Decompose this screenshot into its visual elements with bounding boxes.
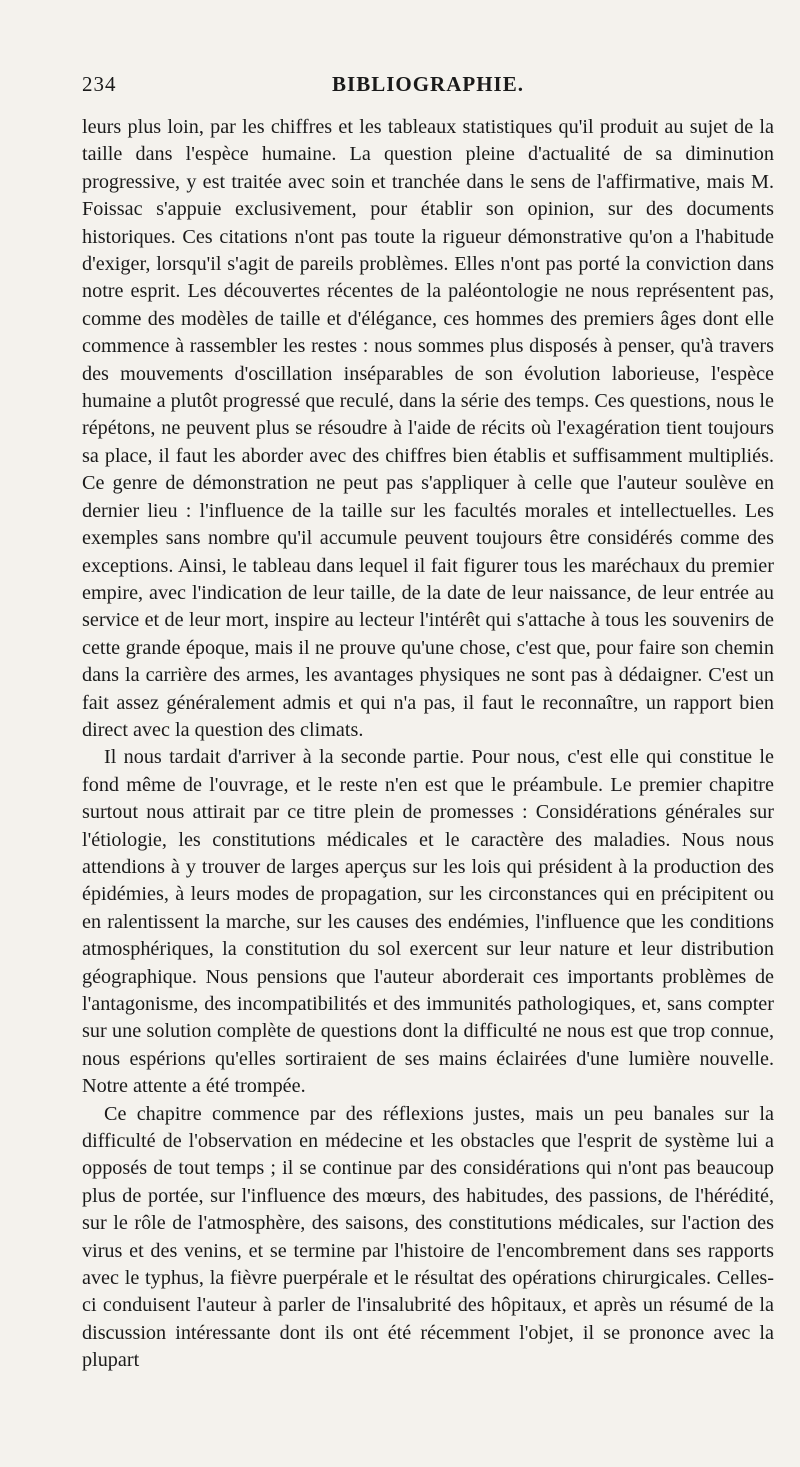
running-title: BIBLIOGRAPHIE.: [332, 72, 524, 96]
page-header: [82, 72, 774, 102]
paragraph-3: Ce chapitre commence par des réflexions justes, mais un peu banales sur la difficulté de l'observation en médecine et les obstacles que l'esprit de système lui a opposés de tout temps ; il se continue par des considérations qui n'ont pas beaucoup plus de portée, sur l'influence des mœurs, des habitudes, des passions, de l'hérédité, sur le rôle de l'atmosphère, des saisons, des constitutions médicales, sur l'action des virus et des venins, et se termine par l'histoire de l'encombrement dans ses rapports avec le typhus, la fièvre puerpérale et le résultat des opérations chirurgicales. Celles-ci conduisent l'auteur à parler de l'insalubrité des hôpitaux, et après un résumé de la discussion intéressante dont ils ont été récemment l'objet, il se prononce avec la plupart: [82, 1102, 774, 1372]
paragraph-1: leurs plus loin, par les chiffres et les tableaux statistiques qu'il produit au sujet de la taille dans l'espèce humaine. La question pleine d'actualité de sa diminution progressive, y est traitée avec soin et tranchée dans le sens de l'affirmative, mais M. Foissac s'appuie exclusivement, pour établir son opinion, sur des documents historiques. Ces citations n'ont pas toute la rigueur démonstrative qu'on a l'habitude d'exiger, lorsqu'il s'agit de pareils problèmes. Elles n'ont pas porté la conviction dans notre esprit. Les découvertes récentes de la paléontologie ne nous représentent pas, comme des modèles de taille et d'élégance, ces hommes des premiers âges dont elle commence à rassembler les restes : nous sommes plus disposés à penser, qu'à travers des mouvements d'oscillation inséparables de son évolution laborieuse, l'espèce humaine a plutôt progressé que reculé, dans la série des temps. Ces questions, nous le répétons, ne peuvent plus se résoudre à l'aide de récits où l'exagération tient toujours sa place, il faut les aborder avec des chiffres bien établis et suffisamment multipliés. Ce genre de démonstration ne peut pas s'appliquer à celle que l'auteur soulève en dernier lieu : l'influence de la taille sur les facultés morales et intellectuelles. Les exemples sans nombre qu'il accumule peuvent toujours être considérés comme des exceptions. Ainsi, le tableau dans lequel il fait figurer tous les maréchaux du premier empire, avec l'indication de leur taille, de la date de leur naissance, de leur entrée au service et de leur mort, inspire au lecteur l'intérêt qui s'attache à tous les souvenirs de cette grande époque, mais il ne prouve qu'une chose, c'est que, pour faire son chemin dans la carrière des armes, les avantages physiques ne sont pas à dédaigner. C'est un fait assez généralement admis et qui n'a pas, il faut le reconnaître, un rapport bien direct avec la question des climats.: [82, 116, 774, 741]
page-number: 234: [82, 72, 117, 96]
body-text: [82, 114, 774, 1375]
paragraph-2: Il nous tardait d'arriver à la seconde partie. Pour nous, c'est elle qui constitue le fond même de l'ouvrage, et le reste n'en est que le préambule. Le premier chapitre surtout nous attirait par ce titre plein de promesses : Considérations générales sur l'étiologie, les constitutions médicales et le caractère des maladies. Nous nous attendions à y trouver de larges aperçus sur les lois qui président à la production des épidémies, à leurs modes de propagation, sur les circonstances qui en précipitent ou en ralentissent la marche, sur les causes des endémies, l'influence que les conditions atmosphériques, la constitution du sol exercent sur leur nature et leur distribution géographique. Nous pensions que l'auteur aborderait ces importants problèmes de l'antagonisme, des incompatibilités et des immunités pathologiques, et, sans compter sur une solution complète de questions dont la difficulté ne nous est que trop connue, nous espérions qu'elles sortiraient de ses mains éclairées d'une lumière nouvelle. Notre attente a été trompée.: [82, 746, 774, 1098]
